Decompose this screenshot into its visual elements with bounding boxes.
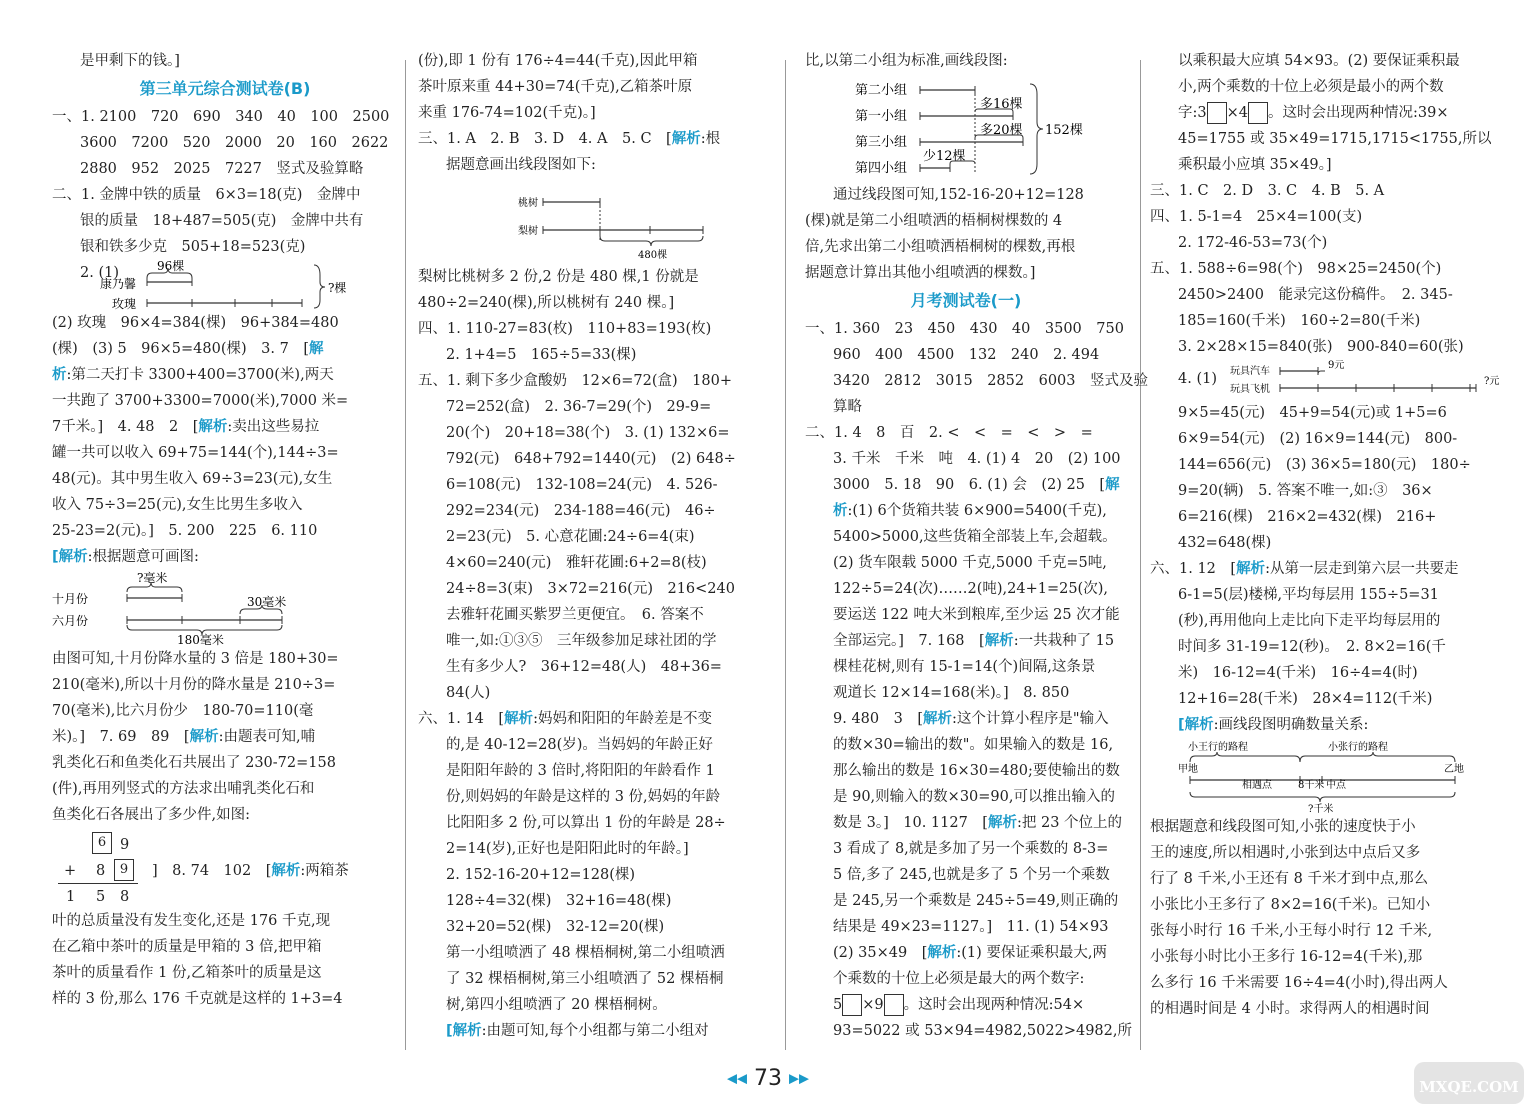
text-line: 生有多少人? 36+12=48(人) 48+36=	[446, 659, 722, 675]
text-line: 叶的总质量没有发生变化,还是 176 千克,现	[52, 913, 331, 929]
text-line: 的,是 40-12=28(岁)。当妈妈的年龄正好	[446, 737, 713, 753]
text-fragment: :根据题意可画图:	[87, 549, 199, 565]
text-line: 要运送 122 吨大米到粮库,至少运 25 次才能	[833, 607, 1120, 623]
text-line: 3. 千米 千米 吨 4. (1) 4 20 (2) 100	[833, 451, 1121, 467]
line-segment-diagram	[805, 74, 1125, 182]
section-title: 第三单元综合测试卷(B)	[139, 79, 311, 98]
diagram-label: 第一小组	[855, 109, 908, 124]
text-line: 2=14(岁),正好也是阳阳此时的年龄。]	[446, 841, 689, 857]
column-divider	[405, 60, 406, 1050]
text-line: 84(人)	[446, 685, 491, 701]
text-line: 二、1. 金牌中铁的质量 6×3=18(克) 金牌中	[52, 187, 361, 203]
diagram-label: 9元	[1328, 360, 1345, 371]
text-fragment: 字:3	[1178, 105, 1207, 121]
text-line: 比,以第二小组为标准,画线段图:	[805, 53, 1008, 69]
text-fragment: :卖出这些易拉	[227, 419, 320, 435]
text-line: 是 245,另一个乘数是 245÷5=49,则正确的	[833, 893, 1119, 909]
text-line: 了 32 棵梧桐树,第三小组喷洒了 52 棵梧桐	[446, 971, 724, 987]
digit: 8	[96, 863, 106, 879]
text-fragment: 米)。] 7. 69 89 [	[52, 729, 190, 745]
diagram-label: 多16棵	[980, 97, 1023, 112]
diagram-label: 第四小组	[855, 161, 908, 176]
text-fragment: :根	[700, 131, 721, 147]
hint-label: 解析	[927, 945, 957, 961]
diagram-label: 180毫米	[177, 633, 224, 646]
text-line: 份,则妈妈的年龄是这样的 3 份,妈妈的年龄	[446, 789, 721, 805]
text-line: 五、1. 剩下多少盒酸奶 12×6=72(盒) 180+	[418, 373, 733, 389]
blank-box	[842, 994, 862, 1016]
diagram-label: 相遇点	[1242, 780, 1272, 791]
text-line: 第一小组喷洒了 48 棵梧桐树,第二小组喷洒	[446, 945, 725, 961]
diagram-label: 桃树	[518, 198, 538, 209]
diagram-label: 中点	[1326, 780, 1346, 791]
text-line: 4×60=240(元) 雅轩花圃:6+2=8(枝)	[446, 555, 707, 571]
text-line: (秒),再用他向上走比向下走平均每层用的	[1178, 613, 1441, 629]
digit: 1	[66, 889, 76, 905]
diagram-label: ?棵	[328, 281, 347, 295]
diagram-label: 少12棵	[923, 149, 966, 164]
diagram-label: ?毫米	[137, 571, 168, 585]
text-line: 小张比小王多行了 8×2=16(千米)。已知小	[1150, 897, 1431, 913]
text-fragment: 三、1. A 2. B 3. D 4. A 5. C [	[418, 131, 672, 147]
text-fragment: :第二天打卡 3300+400=3700(米),两天	[66, 367, 334, 383]
text-line: 2450>2400 能录完这份稿件。 2. 345-	[1178, 287, 1453, 303]
text-line: 小,两个乘数的十位上必须是最小的两个数	[1178, 79, 1444, 95]
text-line: 5 倍,多了 245,也就是多了 5 个另一个乘数	[833, 867, 1110, 883]
text-fragment: :两箱茶	[300, 863, 349, 879]
text-line: 据题意计算出其他小组喷洒的棵数。]	[805, 265, 1036, 281]
text-line: 122÷5=24(次)……2(吨),24+1=25(次),	[833, 581, 1108, 597]
text-fragment: :一共栽种了 15	[1013, 633, 1115, 649]
text-fragment: :妈妈和阳阳的年龄差是不变	[533, 711, 712, 727]
text-fragment: :把 23 个位上的	[1016, 815, 1123, 831]
text-line: (棵)就是第二小组喷洒的梧桐树棵数的 4	[805, 213, 1063, 229]
text-line: (2) 货车限载 5000 千克,5000 千克=5吨,	[833, 555, 1107, 571]
text-line: 以乘积最大应填 54×93。(2) 要保证乘积最	[1178, 53, 1460, 69]
answer-column-2	[418, 48, 766, 1044]
section-title: 月考测试卷(一)	[910, 291, 1022, 310]
hint-label: 解析	[987, 815, 1017, 831]
diagram-label: 480棵	[638, 250, 668, 261]
prev-arrows-icon: ◀◀	[727, 1071, 747, 1087]
text-line: 树,第四小组喷洒了 20 棵梧桐树。	[446, 997, 667, 1013]
text-fragment: 5	[833, 997, 843, 1013]
text-line: 唯一,如:①③⑤ 三年级参加足球社团的学	[446, 633, 717, 649]
diagram-label: 96棵	[157, 260, 185, 273]
diagram-label: 小张行的路程	[1328, 742, 1388, 753]
text-line: 70(毫米),比六月份少 180-70=110(毫	[52, 703, 314, 719]
diagram-label: 十月份	[52, 592, 89, 606]
text-line: 五、1. 588÷6=98(个) 98×25=2450(个)	[1150, 261, 1442, 277]
text-line: 432=648(棵)	[1178, 535, 1272, 551]
text-fragment: :(1) 6个货箱共装 6×900=5400(千克),	[847, 503, 1107, 519]
text-line: 米) 16-12=4(千米) 16÷4=4(时)	[1178, 665, 1418, 681]
plus-sign: +	[64, 863, 77, 879]
text-line: (2) 玫瑰 96×4=384(棵) 96+384=480	[52, 315, 339, 331]
hint-label: 析	[52, 367, 67, 383]
text-fragment: 3000 5. 18 90 6. (1) 会 (2) 25 [	[833, 477, 1106, 493]
text-fragment: 六、1. 12 [	[1150, 561, 1237, 577]
digit: 9	[120, 837, 130, 853]
column-divider	[1140, 60, 1141, 1050]
text-fragment: :(1) 要保证乘积最大,两	[956, 945, 1108, 961]
text-line: 6×9=54(元) (2) 16×9=144(元) 800-	[1178, 431, 1458, 447]
diagram-label: ?千米	[1308, 804, 1334, 814]
hint-label: 解析	[984, 633, 1014, 649]
diagram-label: 乙地	[1444, 764, 1464, 775]
digit-box: 6	[92, 832, 112, 854]
text-line: 王的速度,所以相遇时,小张到达中点后又多	[1150, 845, 1421, 861]
text-line: 3. 2×28×15=840(张) 900-840=60(张)	[1178, 339, 1464, 355]
text-line: 张每小时行 16 千米,小王每小时行 12 千米,	[1150, 923, 1433, 939]
text-line: 2=23(元) 5. 心意花圃:24÷6=4(束)	[446, 529, 695, 545]
hint-label: 解析	[271, 863, 301, 879]
watermark-text: MXQE.COM	[1419, 1078, 1519, 1096]
text-line: 960 400 4500 132 240 2. 494	[833, 347, 1100, 363]
text-line: 小张每小时比小王多行 16-12=4(千米),那	[1150, 949, 1423, 965]
answer-column-1	[52, 48, 398, 1012]
column-divider	[785, 60, 786, 1050]
text-line: 根据题意和线段图可知,小张的速度快于小	[1150, 819, 1416, 835]
text-line: 据题意画出线段图如下:	[446, 157, 596, 173]
text-fragment: 全部运完。] 7. 168 [	[833, 633, 985, 649]
watermark-logo	[1410, 1058, 1528, 1108]
text-line: 行了 8 千米,小王还有 8 千米才到中点,那么	[1150, 871, 1429, 887]
text-line: 128÷4=32(棵) 32+16=48(棵)	[446, 893, 672, 909]
text-line: 792(元) 648+792=1440(元) (2) 648÷	[446, 451, 736, 467]
text-line: 480÷2=240(棵),所以桃树有 240 棵。]	[418, 295, 675, 311]
hint-label: 析	[833, 503, 848, 519]
text-line: 144=656(元) (3) 36×5=180(元) 180÷	[1178, 457, 1471, 473]
diagram-label: 8千米	[1298, 780, 1325, 791]
text-line: 通过线段图可知,152-16-20+12=128	[833, 187, 1084, 203]
text-line: 2. (1)	[80, 265, 119, 281]
text-fragment: 六、1. 14 [	[418, 711, 505, 727]
hint-label: 解析	[1236, 561, 1266, 577]
text-line: 一、1. 360 23 450 430 40 3500 750	[805, 321, 1124, 337]
text-line: 20(个) 20+18=38(个) 3. (1) 132×6=	[446, 425, 730, 441]
diagram-label: 玩具飞机	[1230, 384, 1270, 395]
blank-box	[1207, 102, 1227, 124]
hint-label: 解析	[504, 711, 534, 727]
hint-label: 解	[308, 341, 324, 357]
text-line: 梨树比桃树多 2 份,2 份是 480 棵,1 份就是	[418, 269, 699, 285]
text-line: 3600 7200 520 2000 20 160 2622	[80, 135, 389, 151]
text-line: 一共跑了 3700+3300=7000(米),7000 米=	[52, 393, 349, 409]
text-line: 24÷8=3(束) 3×72=216(元) 216<240	[446, 581, 735, 597]
text-line: 时间多 31-19=12(秒)。 2. 8×2=16(千	[1178, 639, 1446, 655]
text-line: 9×5=45(元) 45+9=54(元)或 1+5=6	[1178, 405, 1447, 421]
text-fragment: 7千米。] 4. 48 2 [	[52, 419, 199, 435]
text-line: 6=216(棵) 216×2=432(棵) 216+	[1178, 509, 1437, 525]
diagram-label: 152棵	[1045, 123, 1083, 138]
text-line: 3420 2812 3015 2852 6003 竖式及验	[833, 373, 1149, 389]
text-line: 二、1. 4 8 百 2. < < = < > =	[805, 425, 1093, 441]
text-line: 2. 152-16-20+12=128(棵)	[446, 867, 636, 883]
line-segment-diagram	[52, 570, 392, 646]
diagram-label: 玫瑰	[112, 297, 137, 310]
text-fragment: 数是 3。] 10. 1127 [	[833, 815, 988, 831]
diagram-label: 甲地	[1178, 764, 1198, 775]
answer-column-4	[1150, 48, 1500, 1022]
text-fragment: ×9	[862, 997, 884, 1013]
text-line: 个乘数的十位上必须是最大的两个数字:	[833, 971, 1085, 987]
line-segment-diagram	[1150, 738, 1490, 814]
text-line: 25-23=2(元)。] 5. 200 225 6. 110	[52, 523, 318, 539]
text-line: 的数×30=输出的数"。如果输入的数是 16,	[833, 737, 1114, 753]
text-line: 观道长 12×14=168(米)。] 8. 850	[833, 685, 1070, 701]
text-line: 2. 172-46-53=73(个)	[1178, 235, 1328, 251]
text-line: 来重 176-74=102(千克)。]	[418, 105, 596, 121]
text-line: 是阳阳年龄的 3 倍时,将阳阳的年龄看作 1	[446, 763, 715, 779]
text-fragment: (棵) (3) 5 96×5=480(棵) 3. 7 [	[52, 341, 309, 357]
text-line: 由图可知,十月份降水量的 3 倍是 180+30=	[52, 651, 339, 667]
text-line: 210(毫米),所以十月份的降水量是 210÷3=	[52, 677, 336, 693]
text-line: 四、1. 5-1=4 25×4=100(支)	[1150, 209, 1363, 225]
text-line: 比阳阳多 2 份,可以算出 1 份的年龄是 28÷	[446, 815, 726, 831]
text-fragment: :这个计算小程序是"输入	[952, 711, 1109, 727]
text-line: 是甲剩下的钱。]	[80, 53, 180, 69]
text-line: 93=5022 或 53×94=4982,5022>4982,所	[833, 1023, 1132, 1039]
text-line: 银和铁多少克 505+18=523(克)	[80, 239, 306, 255]
text-line: 是 90,则输入的数×30=90,可以推出输入的	[833, 789, 1115, 805]
vertical-addition	[52, 828, 398, 908]
line-segment-diagram	[418, 178, 758, 264]
text-fragment: :画线段图明确数量关系:	[1213, 717, 1369, 733]
text-line: 32+20=52(棵) 32-12=20(棵)	[446, 919, 665, 935]
text-line: 一、1. 2100 720 690 340 40 100 2500	[52, 109, 390, 125]
diagram-label: 30毫米	[247, 595, 287, 609]
text-fragment: :由题可知,每个小组都与第二小组对	[481, 1023, 709, 1039]
diagram-label: 多20棵	[980, 123, 1023, 138]
answer-column-3	[805, 48, 1149, 1044]
text-line: 三、1. C 2. D 3. C 4. B 5. A	[1150, 183, 1385, 199]
diagram-label: 第三小组	[855, 135, 908, 150]
text-line: 乘积最小应填 35×49。]	[1178, 157, 1332, 173]
text-fragment: :由题表可知,哺	[218, 729, 316, 745]
hint-label: [解析	[446, 1023, 482, 1039]
text-fragment: :从第一层走到第六层一共要走	[1265, 561, 1459, 577]
hint-label: 解析	[189, 729, 219, 745]
text-line: 5400>5000,这些货箱全部装上车,会超载。	[833, 529, 1117, 545]
diagram-label: 梨树	[518, 226, 538, 237]
text-line: 去雅轩花圃买紫罗兰更便宜。 6. 答案不	[446, 607, 704, 623]
text-line: 48(元)。其中男生收入 69÷3=23(元),女生	[52, 471, 333, 487]
diagram-label: ?元	[1484, 376, 1500, 387]
text-line: 2. 1+4=5 165÷5=33(棵)	[446, 347, 637, 363]
text-line: 292=234(元) 234-188=46(元) 46÷	[446, 503, 716, 519]
hint-label: [解析	[1178, 717, 1214, 733]
text-line: (件),再用列竖式的方法求出哺乳类化石和	[52, 781, 315, 797]
hint-label: 解析	[923, 711, 953, 727]
hint-label: [解析	[52, 549, 88, 565]
page-number: 73	[754, 1066, 782, 1091]
digit: 5	[96, 889, 106, 905]
text-line: 在乙箱中茶叶的质量是甲箱的 3 倍,把甲箱	[52, 939, 322, 955]
text-fragment: 9. 480 3 [	[833, 711, 924, 727]
text-line: 6-1=5(层)楼梯,平均每层用 155÷5=31	[1178, 587, 1439, 603]
text-line: 倍,先求出第二小组喷洒梧桐树的棵数,再根	[805, 239, 1076, 255]
text-line: 3 看成了 8,就是多加了另一个乘数的 8-3=	[833, 841, 1109, 857]
diagram-label: 玩具汽车	[1230, 366, 1270, 377]
text-line: 棵桂花树,则有 15-1=14(个)间隔,这条景	[833, 659, 1096, 675]
text-line: (份),即 1 份有 176÷4=44(千克),因此甲箱	[418, 53, 698, 69]
text-line: 茶叶的质量看作 1 份,乙箱茶叶的质量是这	[52, 965, 322, 981]
text-line: 四、1. 110-27=83(枚) 110+83=193(枚)	[418, 321, 712, 337]
text-line: 2880 952 2025 7227 竖式及验算略	[80, 161, 364, 177]
diagram-label: 六月份	[52, 614, 89, 628]
text-line: 9=20(辆) 5. 答案不唯一,如:③ 36×	[1178, 483, 1433, 499]
text-line: 罐一共可以收入 69+75=144(个),144÷3=	[52, 445, 339, 461]
text-line: 6=108(元) 132-108=24(元) 4. 526-	[446, 477, 718, 493]
text-line: 的相遇时间是 4 小时。求得两人的相遇时间	[1150, 1001, 1430, 1017]
text-fragment: (2) 35×49 [	[833, 945, 928, 961]
hint-label: 解析	[671, 131, 701, 147]
page-number-bar	[0, 1066, 1536, 1091]
digit: 8	[120, 889, 130, 905]
text-fragment: 4. (1)	[1178, 371, 1217, 387]
hint-label: 解	[1105, 477, 1120, 493]
text-line: 12+16=28(千米) 28×4=112(千米)	[1178, 691, 1433, 707]
text-fragment: 。这时会出现两种情况:39×	[1268, 105, 1449, 121]
text-line: 那么输出的数是 16×30=480;要使输出的数	[833, 763, 1120, 779]
diagram-label: 康乃馨	[100, 277, 137, 291]
text-fragment: ×4	[1226, 105, 1248, 121]
text-line: 样的 3 份,那么 176 千克就是这样的 1+3=4	[52, 991, 343, 1007]
text-line: 185=160(千米) 160÷2=80(千米)	[1178, 313, 1421, 329]
text-line: 鱼类化石各展出了多少件,如图:	[52, 807, 250, 823]
blank-box	[1248, 102, 1268, 124]
text-line: 72=252(盒) 2. 36-7=29(个) 29-9=	[446, 399, 712, 415]
text-line: 银的质量 18+487=505(克) 金牌中共有	[80, 213, 364, 229]
text-fragment: 。这时会出现两种情况:54×	[903, 997, 1085, 1013]
blank-box	[884, 994, 904, 1016]
diagram-row	[1150, 360, 1500, 400]
diagram-label: 小王行的路程	[1188, 742, 1248, 753]
text-line: 收入 75÷3=25(元),女生比男生多收入	[52, 497, 303, 513]
text-line: 么多行 16 千米需要 16÷4=4(小时),得出两人	[1150, 975, 1448, 991]
text-line: 乳类化石和鱼类化石共展出了 230-72=158	[52, 755, 336, 771]
line-segment-diagram	[1230, 360, 1510, 400]
hint-label: 解析	[198, 419, 228, 435]
text-line: 45=1755 或 35×49=1715,1715<1755,所以	[1178, 131, 1492, 147]
text-fragment: ] 8. 74 102 [	[152, 863, 272, 879]
text-line: 结果是 49×23=1127。] 11. (1) 54×93	[833, 919, 1109, 935]
digit-box: 9	[114, 859, 134, 881]
text-line: 茶叶原来重 44+30=74(千克),乙箱茶叶原	[418, 79, 693, 95]
diagram-label: 第二小组	[855, 83, 908, 98]
text-line: 算略	[833, 399, 862, 415]
next-arrows-icon: ▶▶	[789, 1071, 809, 1087]
